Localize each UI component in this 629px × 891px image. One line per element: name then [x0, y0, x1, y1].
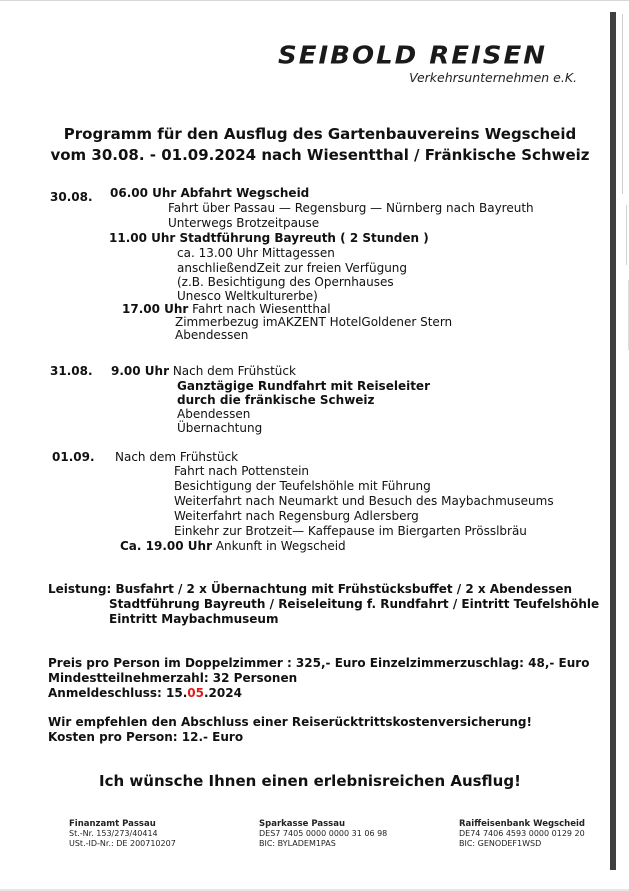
registration-deadline	[48, 685, 242, 701]
company-name: SEIBOLD REISEN	[278, 41, 547, 71]
footer-line: St.-Nr. 153/273/40414	[69, 829, 158, 838]
services-line: Busfahrt / 2 x Übernachtung mit Frühstücksbuffet / 2 x Abendessen	[115, 582, 573, 596]
entry-text: Fahrt nach Wiesentthal	[192, 302, 331, 316]
title-line-1: Programm für den Ausflug des Gartenbauvereins Wegscheid	[63, 125, 577, 143]
deadline-month: 05	[187, 686, 204, 700]
services-block	[48, 581, 572, 597]
schedule-highlight: durch die fränkische Schweiz	[177, 393, 375, 407]
footer-line: BIC: GENODEF1WSD	[459, 839, 542, 848]
schedule-line: Unesco Weltkulturerbe)	[177, 289, 318, 303]
schedule-entry	[122, 302, 331, 316]
deadline-year: .2024	[204, 686, 242, 700]
footer-line: USt.-ID-Nr.: DE 200710207	[69, 839, 176, 848]
footer-tax-office	[69, 819, 176, 849]
schedule-line: Fahrt über Passau — Regensburg — Nürnberg nach Bayreuth	[168, 201, 534, 215]
insurance-recommendation: Wir empfehlen den Abschluss einer Reiserücktrittskostenversicherung!	[48, 715, 532, 729]
day-date: 31.08.	[50, 364, 93, 378]
schedule-entry	[120, 539, 346, 553]
footer-bank-raiffeisen	[459, 819, 585, 849]
page-edge-line	[622, 14, 623, 194]
schedule-line: anschließendZeit zur freien Verfügung	[177, 261, 408, 275]
company-logo	[278, 42, 583, 85]
schedule-line: (z.B. Besichtigung des Opernhauses	[177, 275, 394, 289]
footer-heading: Sparkasse Passau	[259, 819, 346, 829]
services-label: Leistung:	[48, 582, 112, 596]
schedule-line: Einkehr zur Brotzeit— Kaffepause im Biergarten Prösslbräu	[174, 524, 527, 538]
schedule-line: Unterwegs Brotzeitpause	[168, 216, 320, 230]
schedule-line: Übernachtung	[177, 421, 263, 435]
schedule-line: Besichtigung der Teufelshöhle mit Führung	[174, 479, 431, 493]
closing-message: Ich wünsche Ihnen einen erlebnisreichen Ausflug!	[99, 772, 521, 790]
schedule-line: Zimmerbezug imAKZENT HotelGoldener Stern	[175, 315, 453, 329]
footer-line: DE74 7406 4593 0000 0129 20	[459, 829, 585, 838]
schedule-line: Weiterfahrt nach Neumarkt und Besuch des Maybachmuseums	[174, 494, 554, 508]
entry-text: Nach dem Frühstück	[172, 364, 296, 378]
entry-time: 9.00 Uhr	[111, 364, 169, 378]
page-edge-line	[626, 205, 627, 265]
footer-line: DES7 7405 0000 0000 31 06 98	[259, 829, 388, 838]
schedule-line: ca. 13.00 Uhr Mittagessen	[177, 246, 335, 260]
footer-line: BIC: BYLADEM1PAS	[259, 839, 336, 848]
min-participants: Mindestteilnehmerzahl: 32 Personen	[48, 671, 298, 685]
price-line: Preis pro Person im Doppelzimmer : 325,- Euro Einzelzimmerzuschlag: 48,- Euro	[48, 656, 590, 670]
schedule-line: Weiterfahrt nach Regensburg Adlersberg	[174, 509, 419, 523]
schedule-highlight: Ganztägige Rundfahrt mit Reiseleiter	[177, 379, 430, 393]
footer-heading: Finanzamt Passau	[69, 819, 156, 829]
schedule-line: Fahrt nach Pottenstein	[174, 464, 310, 478]
day-date: 01.09.	[52, 450, 95, 464]
insurance-cost: Kosten pro Person: 12.- Euro	[48, 730, 244, 744]
page-top-border	[0, 0, 629, 1]
schedule-entry: Nach dem Frühstück	[115, 450, 239, 464]
footer-heading: Raiffeisenbank Wegscheid	[459, 819, 585, 829]
entry-time: 17.00 Uhr	[122, 302, 189, 316]
title-line-2: vom 30.08. - 01.09.2024 nach Wiesentthal / Fränkische Schweiz	[50, 146, 590, 164]
document-title	[40, 124, 600, 166]
schedule-entry	[111, 364, 296, 378]
day-date: 30.08.	[50, 190, 93, 204]
schedule-line: Abendessen	[177, 407, 251, 421]
entry-time: Ca. 19.00 Uhr	[120, 539, 212, 553]
schedule-entry: 06.00 Uhr Abfahrt Wegscheid	[110, 186, 310, 200]
services-line: Eintritt Maybachmuseum	[109, 612, 279, 626]
schedule-line: Abendessen	[175, 328, 249, 342]
schedule-entry: 11.00 Uhr Stadtführung Bayreuth ( 2 Stunden )	[109, 231, 429, 245]
company-subtitle: Verkehrsunternehmen e.K.	[409, 70, 577, 85]
entry-text: Ankunft in Wegscheid	[215, 539, 346, 553]
services-line: Stadtführung Bayreuth / Reiseleitung f. Rundfahrt / Eintritt Teufelshöhle	[109, 597, 600, 611]
page-edge-shadow	[610, 12, 616, 870]
footer-bank-sparkasse	[259, 819, 387, 849]
deadline-label: Anmeldeschluss: 15.	[48, 686, 188, 700]
